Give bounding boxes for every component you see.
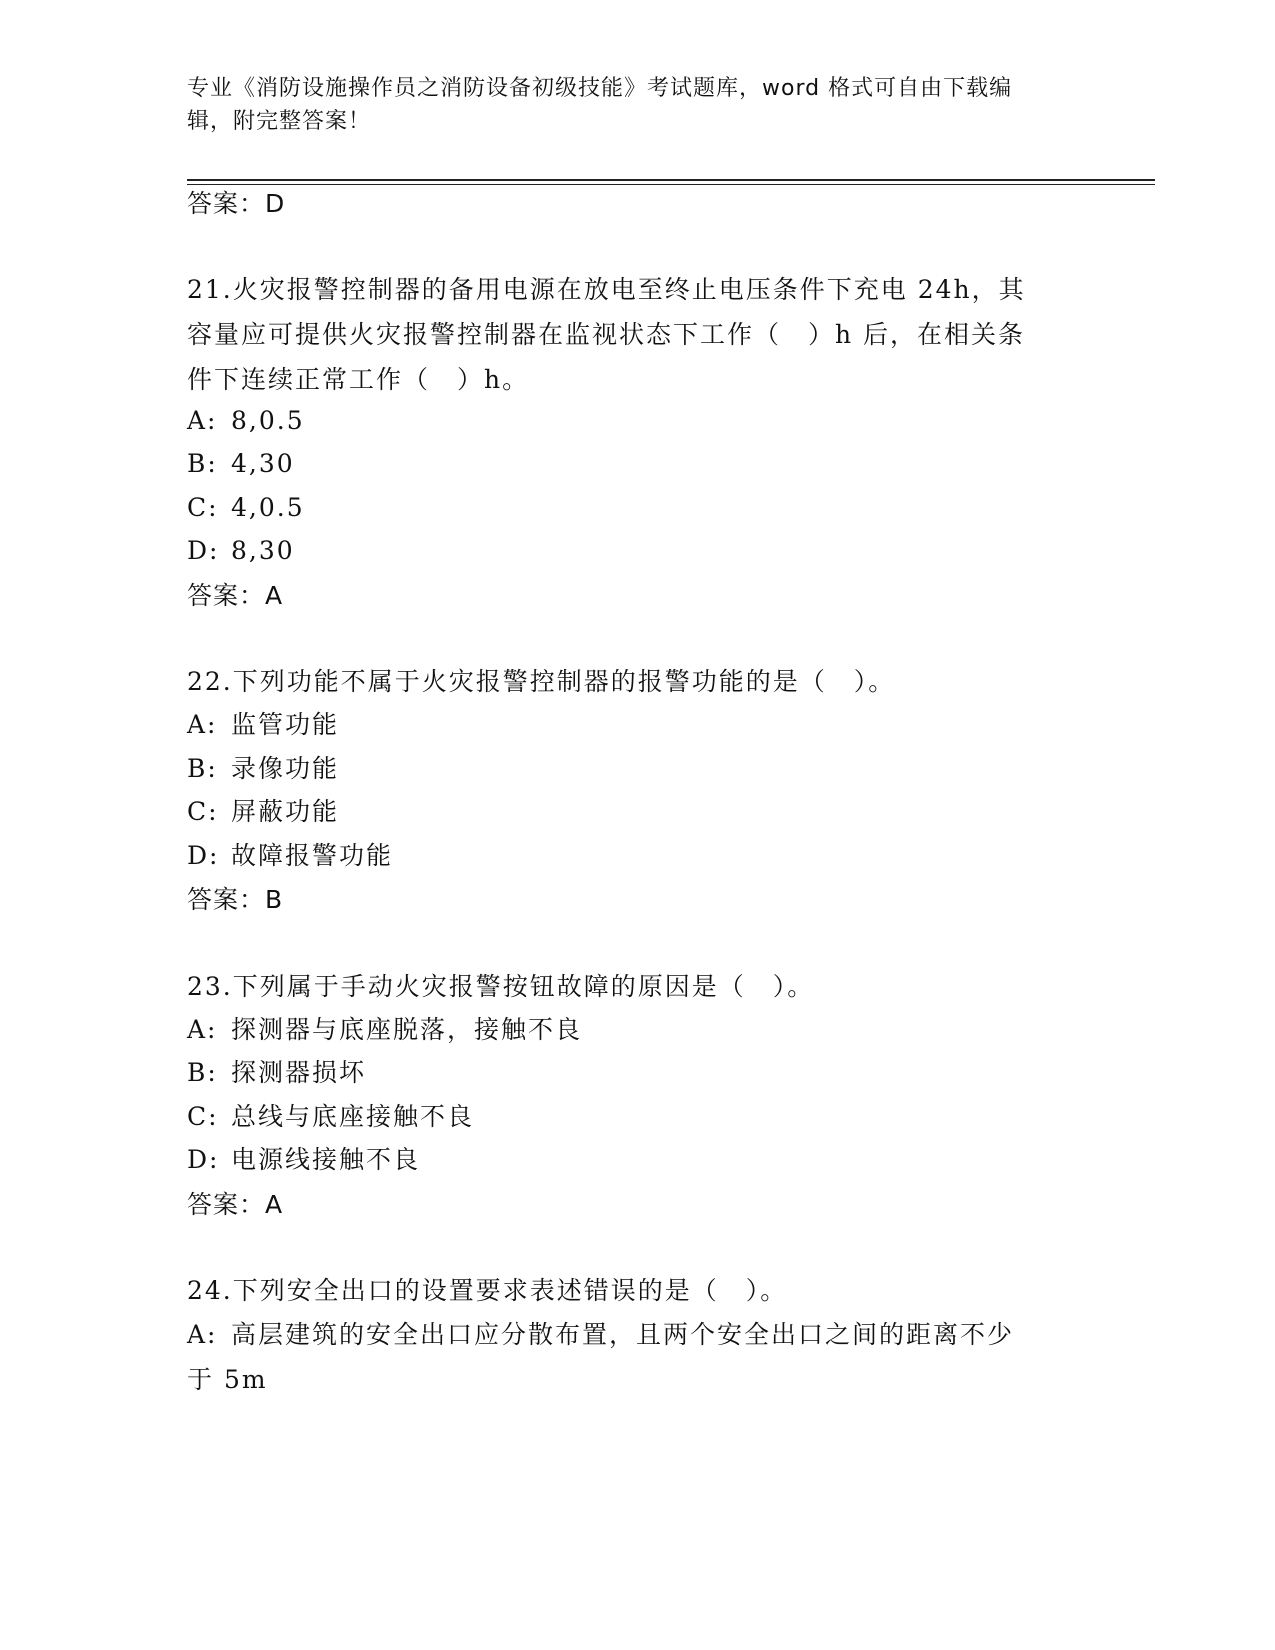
option-text: 监管功能 bbox=[231, 710, 340, 739]
stem-line: 件下连续正常工作（ ）h。 bbox=[187, 365, 530, 394]
question-24-stem bbox=[187, 1268, 1087, 1313]
header-rule-thick bbox=[187, 179, 1155, 181]
header-rule-thin bbox=[187, 184, 1155, 185]
question-22-option-b bbox=[187, 746, 1087, 791]
question-22-answer: 答案：B bbox=[187, 885, 284, 914]
question-21-answer: 答案：A bbox=[187, 581, 284, 610]
option-text: 总线与底座接触不良 bbox=[231, 1102, 475, 1131]
stem-line: 22.下列功能不属于火灾报警控制器的报警功能的是（ ）。 bbox=[187, 667, 896, 696]
question-21-option-c bbox=[187, 485, 1087, 530]
option-letter: D: bbox=[187, 1145, 220, 1174]
option-text: 高层建筑的安全出口应分散布置，且两个安全出口之间的距离不少 bbox=[231, 1320, 1015, 1349]
question-23-option-c bbox=[187, 1094, 1087, 1139]
option-letter: A: bbox=[187, 1320, 218, 1349]
option-text: 屏蔽功能 bbox=[231, 797, 340, 826]
question-23-option-d bbox=[187, 1137, 1087, 1182]
question-23-stem bbox=[187, 964, 1087, 1009]
question-21-stem bbox=[187, 267, 1087, 402]
option-text: 8,30 bbox=[231, 536, 295, 565]
option-letter: C: bbox=[187, 1102, 219, 1131]
question-21-option-d bbox=[187, 528, 1087, 573]
option-letter: B: bbox=[187, 449, 218, 478]
option-text-continuation: 于 5m bbox=[187, 1365, 268, 1394]
option-letter: C: bbox=[187, 797, 219, 826]
question-21-option-b bbox=[187, 441, 1087, 486]
page-header bbox=[187, 72, 1067, 138]
option-letter: D: bbox=[187, 536, 220, 565]
option-text: 8,0.5 bbox=[231, 406, 305, 435]
question-24-option-a bbox=[187, 1312, 1087, 1402]
option-letter: A: bbox=[187, 406, 218, 435]
stem-line: 容量应可提供火灾报警控制器在监视状态下工作（ ）h 后，在相关条 bbox=[187, 320, 1026, 349]
option-letter: A: bbox=[187, 710, 218, 739]
option-text: 电源线接触不良 bbox=[231, 1145, 421, 1174]
option-text: 4,30 bbox=[231, 449, 295, 478]
option-text: 探测器与底座脱落，接触不良 bbox=[231, 1015, 583, 1044]
question-21-option-a bbox=[187, 398, 1087, 443]
question-22-stem bbox=[187, 659, 1087, 704]
stem-line: 24.下列安全出口的设置要求表述错误的是（ ）。 bbox=[187, 1276, 788, 1305]
header-line-2: 辑，附完整答案！ bbox=[187, 109, 372, 134]
question-23-option-b bbox=[187, 1050, 1087, 1095]
question-23-answer: 答案：A bbox=[187, 1190, 284, 1219]
option-letter: D: bbox=[187, 841, 220, 870]
question-22-option-a bbox=[187, 702, 1087, 747]
option-text: 探测器损坏 bbox=[231, 1058, 367, 1087]
option-letter: A: bbox=[187, 1015, 218, 1044]
question-23-option-a bbox=[187, 1007, 1087, 1052]
option-text: 故障报警功能 bbox=[231, 841, 394, 870]
question-22-option-d bbox=[187, 833, 1087, 878]
option-text: 录像功能 bbox=[231, 754, 340, 783]
answer-prev: 答案：D bbox=[187, 189, 286, 218]
question-22-option-c bbox=[187, 789, 1087, 834]
header-line-1: 专业《消防设施操作员之消防设备初级技能》考试题库，word 格式可自由下载编 bbox=[187, 76, 1013, 101]
option-letter: B: bbox=[187, 754, 218, 783]
option-text: 4,0.5 bbox=[231, 493, 305, 522]
stem-line: 21.火灾报警控制器的备用电源在放电至终止电压条件下充电 24h，其 bbox=[187, 275, 1026, 304]
option-letter: C: bbox=[187, 493, 219, 522]
stem-line: 23.下列属于手动火灾报警按钮故障的原因是（ ）。 bbox=[187, 972, 815, 1001]
option-letter: B: bbox=[187, 1058, 218, 1087]
